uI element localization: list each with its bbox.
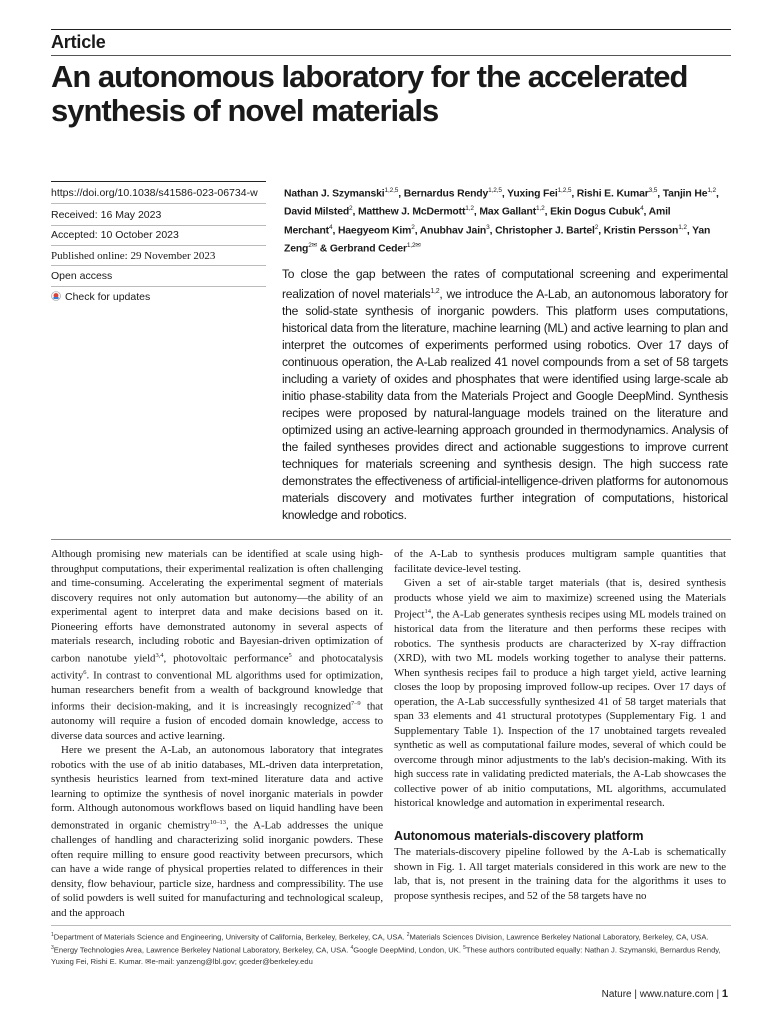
author-affiliation: 1,2 (678, 223, 687, 231)
citation-superscript[interactable]: 5 (463, 945, 466, 952)
journal-name: Nature (601, 989, 632, 1000)
abstract-text-start: To close the gap between the rates of computational screening and experimental realization of novel materials (282, 267, 728, 302)
author-name[interactable]: Bernardus Rendy (403, 188, 489, 200)
author-name[interactable]: Kristin Persson (603, 225, 679, 237)
author-affiliation: 1,2,5 (488, 187, 502, 194)
author-name[interactable]: Haegyeom Kim (337, 225, 412, 237)
author-affiliation: 2✉ (308, 242, 317, 250)
author-affiliation: 1,2 (707, 187, 716, 194)
author-affiliation: 2 (349, 205, 353, 213)
author-name[interactable]: Gerbrand Ceder (329, 243, 407, 255)
author-affiliation: 2 (411, 223, 415, 231)
author-name[interactable]: Max Gallant (479, 206, 537, 218)
author-name[interactable]: Anubhav Jain (419, 225, 487, 237)
body-paragraph: Although promising new materials can be identified at scale using high-throughput computations, their experimental realization is often challenging and time-consuming. Accelerating the experimental segment of materials discovery requires not only automation but autonomy—the ability of an experimental agent to interpret data and make decisions based on it. Pioneering efforts have demonstrated autonomy in several aspects of materials research, including robotic and Bayesian-driven optimization of carbon nanotube yield$^{3,4}$, photovoltaic performance$^5$ and photocatalysis activity$^6$. In contrast to conventional ML algorithms used for optimization, human researchers benefit from a wealth of background knowledge that informs their decision-making, and it is increasingly recognized$^{7-9}$ that autonomy will require a fusion of encoded domain knowledge, access to diverse data sources and active learning. (51, 548, 383, 742)
body-paragraph: of the A-Lab to synthesis produces multigram sample quantities that facilitate device-level testing. (394, 548, 726, 575)
author-name[interactable]: Amil Merchant (284, 206, 671, 237)
check-for-updates-icon (51, 291, 61, 301)
body-paragraph: Given a set of air-stable target materials (that is, desired synthesis products whose yield we aim to maximize) screened using the Materials Project$^{14}$, the A-Lab generates synthesis recipes using ML models trained on historical data from the literature and then performs these recipes with robotics. The synthesis products are characterized by X-ray diffraction (XRD), with two ML models working together to analyse their patterns. When synthesis recipes fail to produce a high target yield, active learning closes the loop by proposing improved follow-up recipes. Over 17 days of operation, the A-Lab successfully synthesized 41 of 58 target materials that span 33 elements and 41 structural prototypes (Supplementary Fig. 1 and Supplementary Table 1). Inspection of the 17 unobtained targets revealed synthetic as well as computational failure modes, several of which could be overcome through minor adjustments to the lab's decision-making. With its high success rate in validating predicted materials, the A-Lab showcases the collective power of ab initio computations, ML algorithms, accumulated historical knowledge and automation in experimental research. (394, 577, 726, 810)
meta-divider (51, 245, 266, 246)
author-affiliation: 2 (594, 223, 599, 231)
doi-link[interactable]: https://doi.org/10.1038/s41586-023-06734-w (51, 187, 258, 199)
footnote-rule (51, 925, 731, 926)
article-title: An autonomous laboratory for the accelerated synthesis of novel materials (51, 59, 688, 128)
author-name[interactable]: Nathan J. Szymanski (284, 188, 385, 200)
page-footer (602, 988, 728, 1000)
author-affiliation: 3 (486, 223, 490, 231)
abstract-rule (51, 539, 731, 540)
article-type-label: Article (51, 32, 106, 52)
top-rule (51, 29, 731, 30)
meta-divider (51, 265, 266, 266)
body-paragraph: The materials-discovery pipeline followed by the A-Lab is schematically shown in Fig. 1. All target materials considered in this work are new to the lab, that is, not present in the training data for the algorithms it uses to propose synthesis recipes, and 52 of the 58 targets have no (394, 846, 726, 902)
kicker-rule (51, 55, 731, 56)
abstract (282, 266, 728, 524)
body-paragraph: Here we present the A-Lab, an autonomous laboratory that integrates robotics with the use of ab initio databases, ML-driven data interpretation, synthesis heuristics learned from text-mined literature data and active learning to optimize the synthesis of novel inorganic materials in powder form. Although autonomous workflows based on liquid handling have been demonstrated in organic chemistry$^{10-13}$, the A-Lab addresses the unique challenges of handling and characterizing solid inorganic powders. These often require milling to ensure good reactivity between precursors, which can have a wide range of physical properties related to differences in their density, flow behaviour, particle size, hardness and compressibility. The use of solid powders is well suited for manufacturing and technological scaleup, and the approach (51, 744, 383, 919)
author-name[interactable]: Yuxing Fei (507, 188, 558, 200)
citation-superscript[interactable]: 5 (288, 651, 292, 659)
citation-superscript[interactable]: 3,4 (155, 651, 164, 659)
author-affiliation: 1,2,5 (557, 187, 572, 194)
citation-superscript[interactable]: 14 (424, 608, 431, 615)
author-affiliation: 1,2 (465, 205, 474, 213)
abstract-citation[interactable]: 1,2 (430, 288, 440, 295)
author-affiliation: 4 (329, 223, 333, 231)
footer-separator: | (634, 989, 637, 1000)
author-affiliation: 4 (640, 205, 644, 213)
abstract-text-rest: , we introduce the A-Lab, an autonomous laboratory for the solid-state synthesis of inorganic powders. This platform uses computations, historical data from the literature, machine learning (ML) and active learning to plan and interpret the outcomes of experiments performed using robotics. Over 17 days of continuous operation, the A-Lab realized 41 novel compounds from a set of 58 targets including a variety of oxides and phosphates that were identified using large-scale ab initio phase-stability data from the Materials Project and Google DeepMind. Synthesis recipes were proposed by natural-language models trained on the literature and optimized using an active-learning approach grounded in thermodynamics. Analysis of the failed syntheses provides direct and actionable suggestions to improve current techniques for materials screening and synthesis design. The high success rate demonstrates the effectiveness of artificial-intelligence-driven platforms for autonomous materials discovery and motivates further integration of computations, historical knowledge and robotics. (282, 287, 728, 523)
received-date: Received: 16 May 2023 (51, 209, 162, 221)
footer-separator: | (716, 989, 720, 1000)
citation-superscript[interactable]: 6 (83, 668, 87, 676)
author-name[interactable]: Matthew J. McDermott (357, 206, 466, 218)
citation-superscript[interactable]: 3 (51, 945, 54, 952)
accepted-date: Accepted: 10 October 2023 (51, 229, 179, 241)
author-name[interactable]: David Milsted (284, 206, 350, 218)
meta-divider (51, 203, 266, 204)
author-list: Nathan J. Szymanski$^{1,2,5}$, Bernardus Rendy$^{1,2,5}$, Yuxing Fei$^{1,2,5}$, Rishi E. Kumar$^{3,5}$, Tanjin He$^{1,2}$, David Milsted$^2$, Matthew J. McDermott$^{1,2}$, Max Gallant$^{1,2}$, Ekin Dogus Cubuk$^4$, Amil Merchant$^4$, Haegyeom Kim$^2$, Anubhav Jain$^3$, Christopher J. Bartel$^2$, Kristin Persson$^{1,2}$, Yan Zeng$^{2✉}$ & Gerbrand Ceder$^{1,2✉}$ (284, 187, 719, 255)
body-column-right (394, 547, 726, 903)
published-date: Published online: 29 November 2023 (51, 250, 216, 262)
meta-rule-top (51, 181, 266, 182)
citation-superscript[interactable]: 10–13 (209, 818, 226, 826)
author-name[interactable]: Rishi E. Kumar (576, 188, 649, 200)
open-access-label: Open access (51, 270, 113, 282)
meta-divider (51, 225, 266, 226)
author-affiliation: 3,5 (648, 187, 658, 194)
citation-superscript[interactable]: 4 (350, 945, 354, 952)
author-name[interactable]: Ekin Dogus Cubuk (550, 206, 641, 218)
author-affiliation: 1,2,5 (384, 187, 399, 194)
author-affiliation: 1,2✉ (406, 242, 421, 250)
author-name[interactable]: Tanjin He (662, 188, 708, 200)
citation-superscript[interactable]: 2 (406, 932, 410, 938)
body-column-left (51, 547, 383, 920)
author-name[interactable]: Yan Zeng (284, 225, 711, 255)
affiliations-footnote: $^1$Department of Materials Science and Engineering, University of California, Berkeley, Berkeley, CA, USA. $^2$Materials Sciences Division, Lawrence Berkeley National Laboratory, Berkeley, CA, USA. $^3$Energy Technologies Area, Lawrence Berkeley National Laboratory, Berkeley, CA, USA. $^4$Google DeepMind, London, UK. $^5$These authors contributed equally: Nathan J. Szymanski, Bernardus Rendy, Yuxing Fei, Rishi E. Kumar. ✉e-mail: yanzeng@lbl.gov; gceder@berkeley.edu (51, 932, 721, 967)
journal-website-link[interactable]: www.nature.com (639, 989, 714, 1000)
author-affiliation: 1,2 (536, 205, 545, 213)
citation-superscript[interactable]: 1 (51, 932, 54, 938)
citation-superscript[interactable]: 7–9 (351, 700, 361, 708)
author-name[interactable]: Christopher J. Bartel (495, 225, 595, 237)
page-number: 1 (721, 988, 728, 1000)
section-heading: Autonomous materials-discovery platform (394, 828, 644, 843)
check-updates-label: Check for updates (65, 291, 151, 303)
check-updates-button[interactable] (51, 291, 271, 304)
meta-divider (51, 286, 266, 287)
